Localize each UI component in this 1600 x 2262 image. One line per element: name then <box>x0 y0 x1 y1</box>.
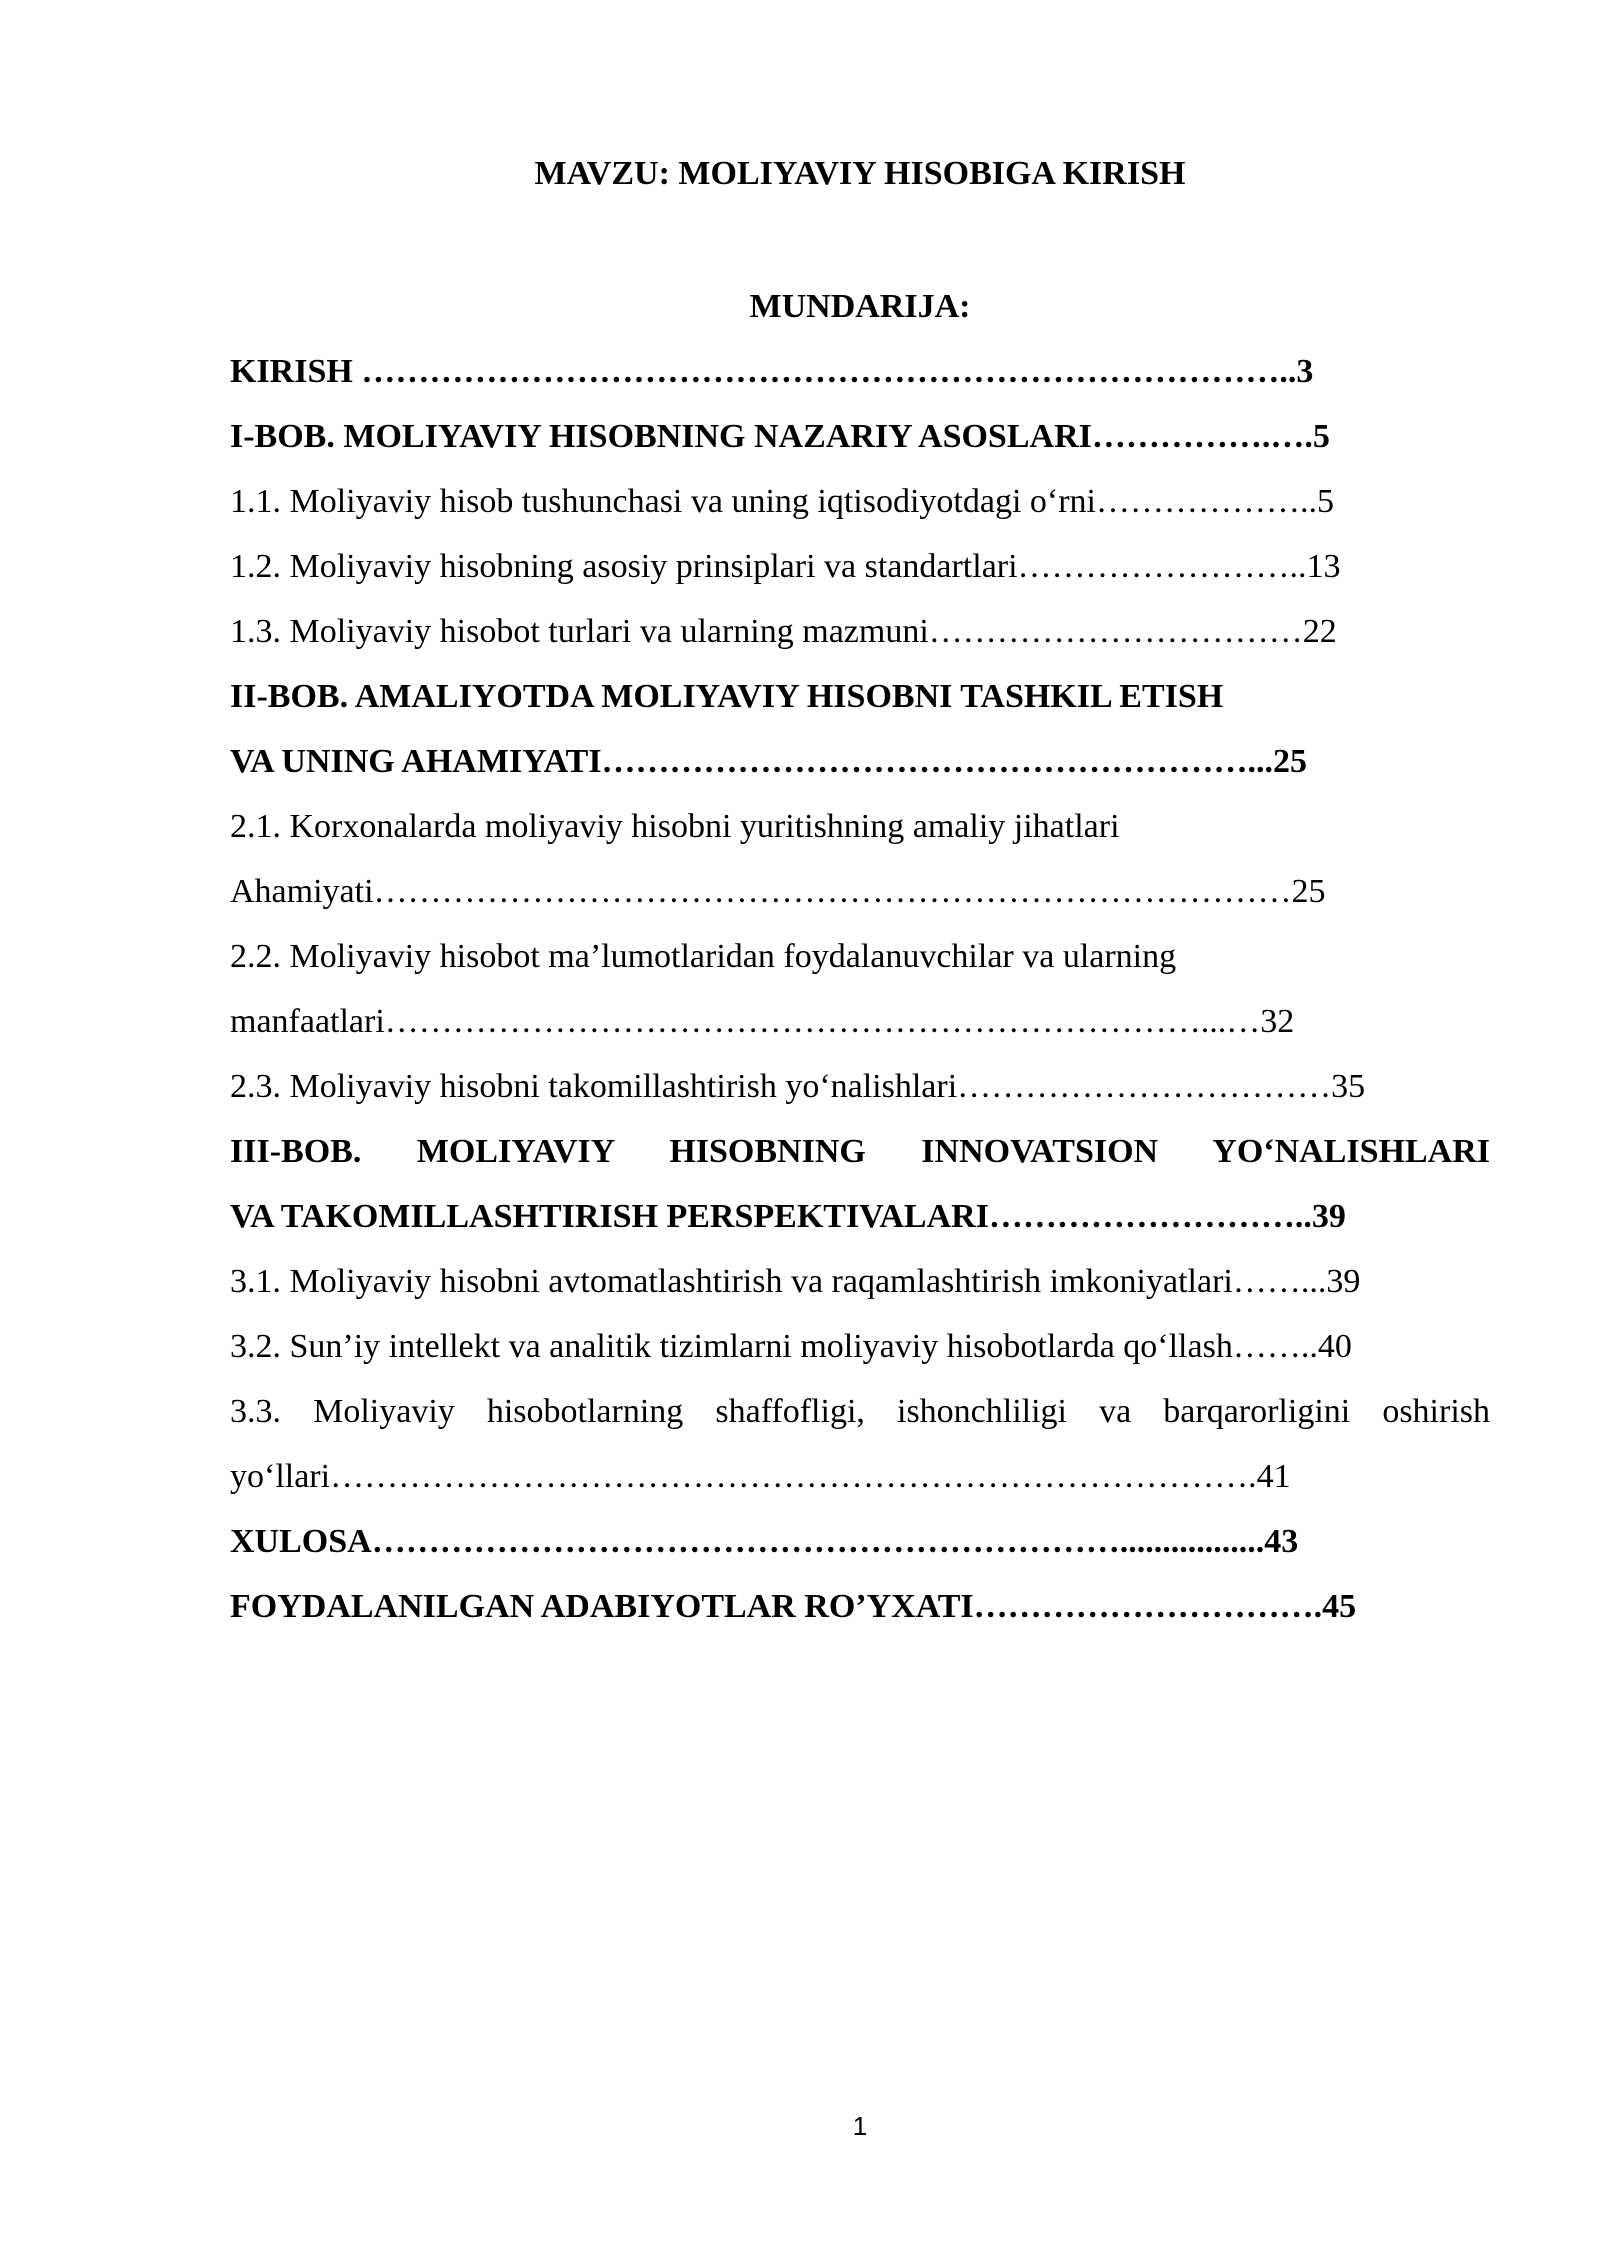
page-number: 1 <box>852 2111 868 2141</box>
toc-line-2-1-a: 2.1. Korxonalarda moliyaviy hisobni yuritishning amaliy jihatlari <box>230 808 1120 845</box>
toc-line-2-2-b: manfaatlari………………………………………………………………...…32 <box>230 1003 1295 1040</box>
toc-line-xulosa: XULOSA………………………………………………………….................43 <box>230 1523 1299 1560</box>
toc-line-1-2: 1.2. Moliyaviy hisobning asosiy prinsiplari va standartlari……………………..13 <box>230 548 1341 585</box>
toc-line-chapter-3-b: VA TAKOMILLASHTIRISH PERSPEKTIVALARI………………………..39 <box>230 1198 1346 1235</box>
toc-line-chapter-3-a: III-BOB. MOLIYAVIY HISOBNING INNOVATSION YO‘NALISHLARI <box>230 1133 1490 1170</box>
toc-line-chapter-2-b: VA UNING AHAMIYATI…………………………………………………...25 <box>230 743 1308 780</box>
toc-line-3-3-b: yo‘llari……………………………………………………………………….41 <box>230 1458 1291 1495</box>
toc-line-3-1: 3.1. Moliyaviy hisobni avtomatlashtirish va raqamlashtirish imkoniyatlari……...39 <box>230 1263 1361 1300</box>
toc-line-chapter-1: I-BOB. MOLIYAVIY HISOBNING NAZARIY ASOSLARI…………….….5 <box>230 418 1330 455</box>
toc-line-1-1: 1.1. Moliyaviy hisob tushunchasi va uning iqtisodiyotdagi o‘rni………………..5 <box>230 483 1335 520</box>
toc-line-1-3: 1.3. Moliyaviy hisobot turlari va ularning mazmuni……………………………22 <box>230 613 1337 650</box>
toc-line-adabiyotlar: FOYDALANILGAN ADABIYOTLAR RO’YXATI………………………….45 <box>230 1588 1357 1625</box>
toc-line-kirish: KIRISH ………………………………………………………………………..3 <box>230 353 1314 390</box>
toc-heading: MUNDARIJA: <box>749 288 971 325</box>
toc-line-3-2: 3.2. Sun’iy intellekt va analitik tizimlarni moliyaviy hisobotlarda qo‘llash……..40 <box>230 1328 1352 1365</box>
toc-line-3-3-a: 3.3. Moliyaviy hisobotlarning shaffofligi, ishonchliligi va barqarorligini oshirish <box>230 1393 1490 1430</box>
toc-line-chapter-2-a: II-BOB. AMALIYOTDA MOLIYAVIY HISOBNI TASHKIL ETISH <box>230 678 1224 715</box>
document-title: MAVZU: MOLIYAVIY HISOBIGA KIRISH <box>534 155 1186 192</box>
toc-line-2-1-b: Ahamiyati………………………………………………………………………25 <box>230 873 1326 910</box>
toc-line-2-3: 2.3. Moliyaviy hisobni takomillashtirish yo‘nalishlari……………………………35 <box>230 1068 1366 1105</box>
toc-line-2-2-a: 2.2. Moliyaviy hisobot ma’lumotlaridan foydalanuvchilar va ularning <box>230 938 1177 975</box>
